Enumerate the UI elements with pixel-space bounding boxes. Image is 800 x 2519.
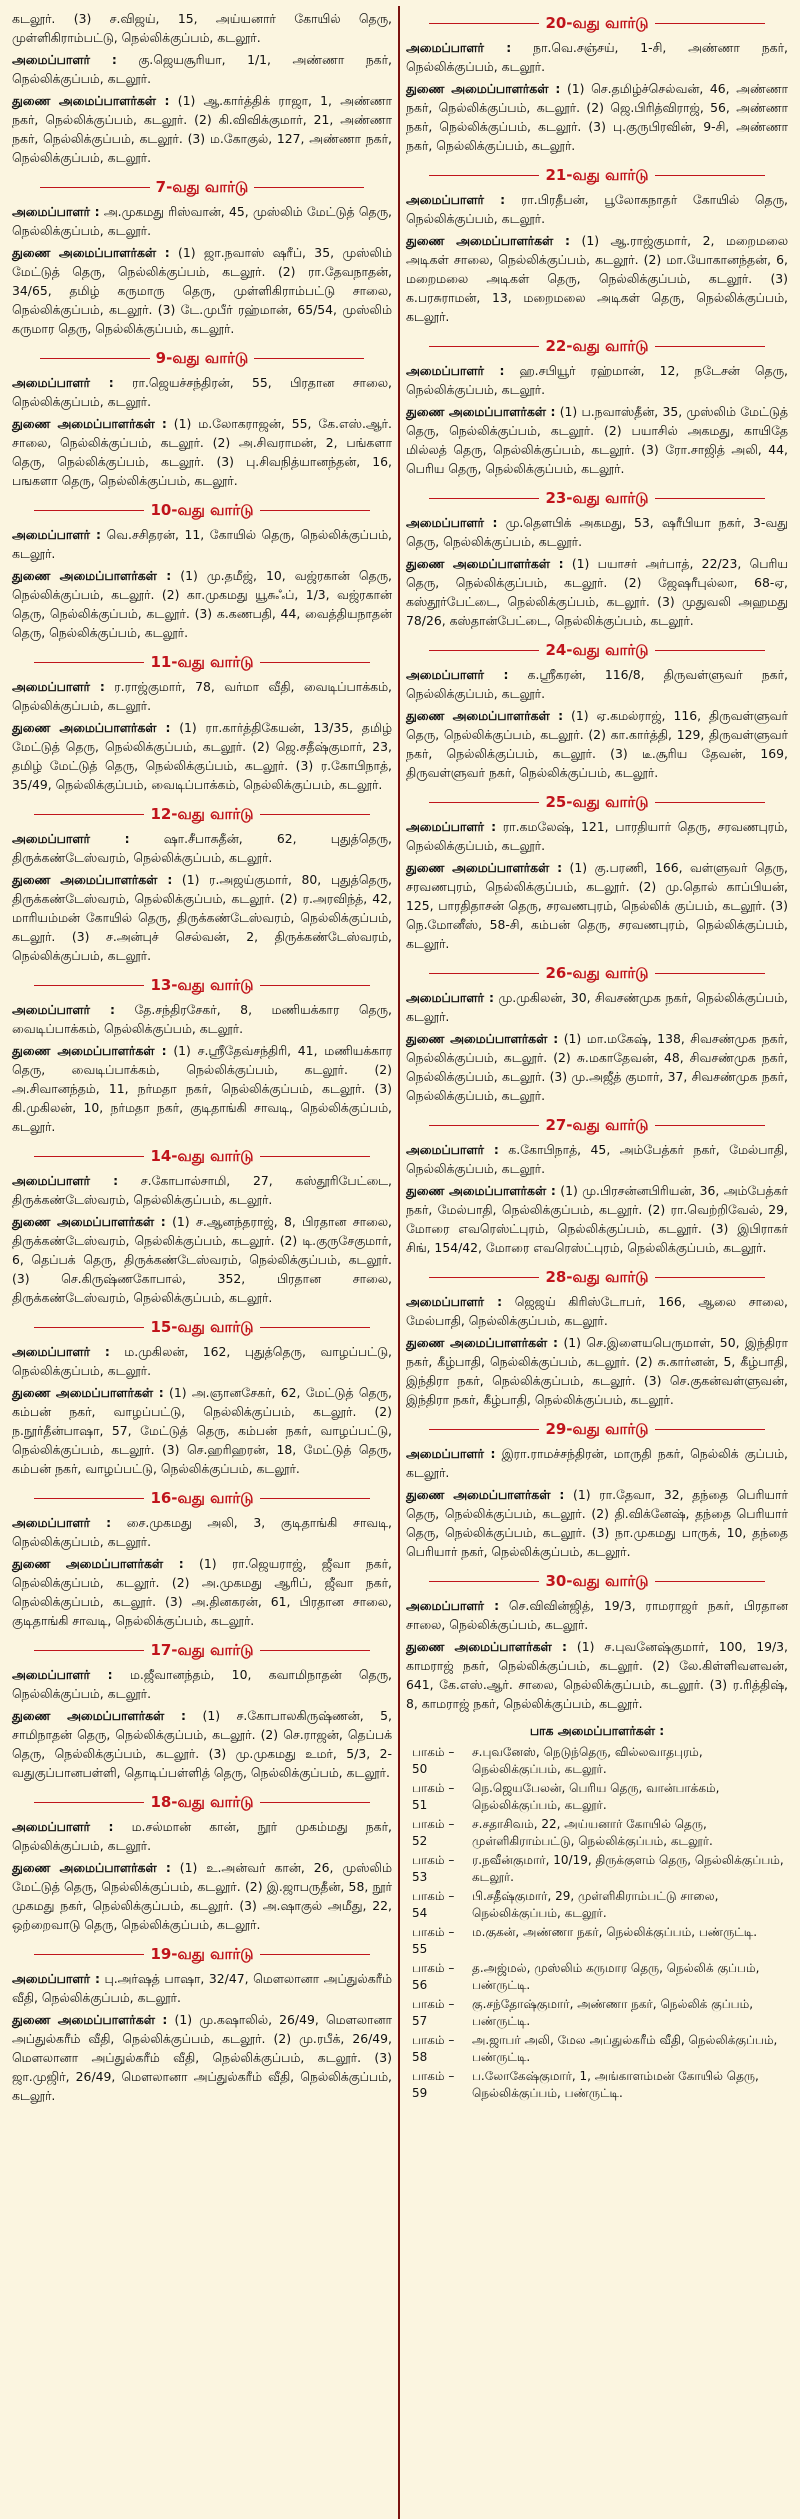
ward-heading xyxy=(406,1260,788,1289)
ward-heading xyxy=(12,1481,392,1510)
organizer-details: (1) மு.கஷாலில், 26/49, மௌலானா அப்துல்கரீம் வீதி, நெல்லிக்குப்பம், கடலூர். (2) மு.ரபீக், 26/49, மௌலானா அப்துல்கரீம் வீதி, நெல்லிக்குப்பம், கடலூர். (3) ஜா.முஜிர், 26/49, மௌலானா அப்துல்கரீம் வீதி, நெல்லிக்குப்பம், கடலூர். xyxy=(12,2012,392,2103)
role-label: அமைப்பாளர் : xyxy=(12,1002,115,1017)
organizer-entry xyxy=(406,1596,788,1634)
organizer-details: (1) மா.மகேஷ், 138, சிவசண்முக நகர், நெல்லிக்குப்பம், கடலூர். (2) சு.மகாதேவன், 48, சிவசண்முக நகர், நெல்லிக்குப்பம், கடலூர். (3) மு.அஜீத் குமார், 37, சிவசண்முக நகர், நெல்லிக்குப்பம், கடலூர். xyxy=(406,1031,788,1103)
booth-row xyxy=(406,1744,788,1778)
ward-title: 15-வது வார்டு xyxy=(150,1318,254,1336)
organizer-entry xyxy=(12,525,392,563)
role-label: துணை அமைப்பாளர்கள் : xyxy=(406,1639,567,1654)
role-label: துணை அமைப்பாளர்கள் : xyxy=(406,1487,565,1502)
role-label: துணை அமைப்பாளர்கள் : xyxy=(12,93,170,108)
organizer-entry xyxy=(12,373,392,411)
organizer-details: சை.முகமது அலி, 3, குடிதாங்கி சாவடி, நெல்லிக்குப்பம், கடலூர். xyxy=(12,1515,392,1549)
organizer-entry xyxy=(12,566,392,642)
heading-rule xyxy=(429,973,539,974)
organizer-entry xyxy=(12,1858,392,1934)
organizer-details: (1) ஆ.ராஜ்குமார், 2, மறைமலை அடிகள் சாலை, நெல்லிக்குப்பம், கடலூர். (2) மா.யோகானந்தன், 6, மறைமலை அடிகள் தெரு, நெல்லிக்குப்பம், கடலூர். (3) க.பரசுராமன், 13, மறைமலை அடிகள் தெரு, நெல்லிக்குப்பம், கடலூர். xyxy=(406,233,788,324)
heading-rule xyxy=(260,1802,370,1803)
ward-title: 26-வது வார்டு xyxy=(545,964,649,982)
booth-row xyxy=(406,2032,788,2066)
ward-title: 25-வது வார்டு xyxy=(545,793,649,811)
heading-rule xyxy=(34,814,144,815)
booth-organizer: ச.புவனேஸ், நெடுந்தெரு, வில்லவாதபுரம், நெல்லிக்குப்பம், கடலூர். xyxy=(472,1745,703,1776)
ward-heading xyxy=(12,493,392,522)
heading-rule xyxy=(655,1277,765,1278)
organizer-entry xyxy=(406,554,788,630)
ward-title: 27-வது வார்டு xyxy=(545,1116,649,1134)
role-label: துணை அமைப்பாளர்கள் : xyxy=(12,2012,168,2027)
booth-organizer: நெ.ஜெயபேலன், பெரிய தெரு, வான்பாக்கம், நெல்லிக்குப்பம், கடலூர். xyxy=(472,1781,720,1812)
ward-heading xyxy=(406,1412,788,1441)
booth-number: பாகம் – 56 xyxy=(412,1961,455,1992)
ward-title: 21-வது வார்டு xyxy=(545,166,649,184)
heading-rule xyxy=(260,1498,370,1499)
heading-rule xyxy=(429,23,539,24)
organizer-entry xyxy=(406,1292,788,1330)
organizer-details: பு.அர்ஷத் பாஷா, 32/47, மௌலானா அப்துல்கரீம் வீதி, நெல்லிக்குப்பம், கடலூர். xyxy=(12,1971,392,2005)
heading-rule xyxy=(655,650,765,651)
organizer-entry xyxy=(406,190,788,228)
heading-rule xyxy=(34,1498,144,1499)
booth-row xyxy=(406,1816,788,1850)
heading-rule xyxy=(40,358,150,359)
ward-heading xyxy=(12,170,392,199)
role-label: அமைப்பாளர் : xyxy=(406,1142,499,1157)
organizer-entry xyxy=(12,414,392,490)
role-label: அமைப்பாளர் : xyxy=(12,831,130,846)
organizer-details: (1) செ.தமிழ்ச்செல்வன், 46, அண்ணா நகர், நெல்லிக்குப்பம், கடலூர். (2) ஜெ.பிரித்விராஜ், 56, அண்ணா நகர், நெல்லிக்குப்பம், கடலூர். (3) பு.குருபிரவின், 9-சி, அண்ணா நகர், நெல்லிக்குப்பம், கடலூர். xyxy=(406,81,788,153)
heading-rule xyxy=(34,1954,144,1955)
organizer-details: க.கோபிநாத், 45, அம்பேத்கர் நகர், மேல்பாதி, நெல்லிக்குப்பம், கடலூர். xyxy=(406,1142,788,1176)
organizer-details: க.ஸ்ரீகரன், 116/8, திருவள்ளுவர் நகர், நெல்லிக்குப்பம், கடலூர். xyxy=(406,667,788,701)
heading-rule xyxy=(655,1581,765,1582)
booth-organizer: ப.லோகேஷ்குமார், 1, அங்காளம்மன் கோயில் தெரு, நெல்லிக்குப்பம், பண்ருட்டி. xyxy=(472,2069,759,2100)
ward-title: 19-வது வார்டு xyxy=(150,1945,254,1963)
heading-rule xyxy=(429,175,539,176)
ward-heading xyxy=(12,341,392,370)
organizer-entry xyxy=(12,243,392,338)
booth-number: பாகம் – 57 xyxy=(412,1997,455,2028)
ward-heading xyxy=(12,645,392,674)
heading-rule xyxy=(254,187,364,188)
organizer-details: (1) ச.கோபாலகிருஷ்ணன், 5, சாமிநாதன் தெரு, நெல்லிக்குப்பம், கடலூர். (2) செ.ராஜன், தெப்பக் தெரு, நெல்லிக்குப்பம், கடலூர். (3) மு.முகமது உமர், 5/3, 2-வதுகுப்பானபள்ளி, தொடிப்பள்ளித் தெரு, நெல்லிக்குப்பம், கடலூர். xyxy=(12,1708,392,1780)
role-label: துணை அமைப்பாளர்கள் : xyxy=(12,1708,187,1723)
ward-heading xyxy=(12,968,392,997)
ward-title: 13-வது வார்டு xyxy=(150,976,254,994)
heading-rule xyxy=(260,662,370,663)
organizer-details: நா.வெ.சஞ்சய், 1-சி, அண்ணா நகர், நெல்லிக்குப்பம், கடலூர். xyxy=(406,40,788,74)
role-label: துணை அமைப்பாளர்கள் : xyxy=(406,1335,558,1350)
organizer-details: (1) ஜா.நவாஸ் ஷரீப், 35, முஸ்லிம் மேட்டுத் தெரு, நெல்லிக்குப்பம், கடலூர். (2) ரா.தேவநாதன், 34/65, தமிழ் கருமாரு தெரு, முள்ளிகிராம்பட்டு சாலை, நெல்லிக்குப்பம், கடலூர். (3) டே.முபீர் ரஹ்மான், 65/54, முஸ்லிம் கருமார தெரு, நெல்லிக்குப்பம், கடலூர். xyxy=(12,245,392,336)
ward-heading xyxy=(406,158,788,187)
role-label: அமைப்பாளர் : xyxy=(406,363,505,378)
ward-title: 14-வது வார்டு xyxy=(150,1147,254,1165)
organizer-entry xyxy=(12,1000,392,1038)
ward-heading xyxy=(12,1310,392,1339)
booth-organizer: அ.ஜாபர் அலி, மேல அப்துல்கரீம் வீதி, நெல்லிக்குப்பம், பண்ருட்டி. xyxy=(472,2033,778,2064)
role-label: அமைப்பாளர் : xyxy=(12,1344,110,1359)
organizer-entry xyxy=(406,1637,788,1713)
organizer-details: ரா.பிரதீபன், பூலோகநாதர் கோயில் தெரு, நெல்லிக்குப்பம், கடலூர். xyxy=(406,192,788,226)
heading-rule xyxy=(655,1429,765,1430)
organizer-details: (1) ரா.ஜெயராஜ், ஜீவா நகர், நெல்லிக்குப்பம், கடலூர். (2) அ.முகமது ஆரிப், ஜீவா நகர், நெல்லிக்குப்பம், கடலூர். (3) அ.தினகரன், 61, பிரதான சாலை, குடிதாங்கி சாவடி, நெல்லிக்குப்பம், கடலூர். xyxy=(12,1556,392,1628)
role-label: துணை அமைப்பாளர்கள் : xyxy=(12,1556,184,1571)
organizer-entry xyxy=(406,513,788,551)
organizer-entry xyxy=(12,202,392,240)
ward-heading xyxy=(406,6,788,35)
heading-rule xyxy=(429,1429,539,1430)
role-label: துணை அமைப்பாளர்கள் : xyxy=(12,1214,166,1229)
organizer-entry xyxy=(406,79,788,155)
organizer-details: (1) ஏ.கமல்ராஜ், 116, திருவள்ளுவர் தெரு, நெல்லிக்குப்பம், கடலூர். (2) கா.கார்த்தி, 129, திருவள்ளுவர் நகர், நெல்லிக்குப்பம், கடலூர். (3) டீ.சூரிய தேவன், 169, திருவள்ளுவர் நகர், நெல்லிக்குப்பம், கடலூர். xyxy=(406,708,788,780)
booth-number: பாகம் – 53 xyxy=(412,1853,455,1884)
ward-title: 20-வது வார்டு xyxy=(545,14,649,32)
organizer-details: (1) அ.ஞானசேகர், 62, மேட்டுத் தெரு, கம்பன் நகர், வாழப்பட்டு, நெல்லிக்குப்பம், கடலூர். (2) ந.நூர்தீன்பாஷா, 57, மேட்டுத் தெரு, கம்பன் நகர், வாழப்பட்டு, நெல்லிக்குப்பம், கடலூர். (3) செ.ஹரிஹரன், 18, மேட்டுத் தெரு, கம்பன் நகர், வாழப்பட்டு, நெல்லிக்குப்பம், கடலூர். xyxy=(12,1385,392,1476)
booth-number: பாகம் – 54 xyxy=(412,1889,455,1920)
heading-rule xyxy=(34,1156,144,1157)
organizer-details: ம.சல்மான் கான், நூர் முகம்மது நகர், நெல்லிக்குப்பம், கடலூர். xyxy=(12,1819,392,1853)
organizer-details: கு.ஜெயசூரியா, 1/1, அண்ணா நகர், நெல்லிக்குப்பம், கடலூர். xyxy=(12,52,392,86)
booth-number: பாகம் – 58 xyxy=(412,2033,455,2064)
organizer-entry xyxy=(406,1444,788,1482)
booth-row xyxy=(406,1996,788,2030)
booth-organizer: த.அஜ்மல், முஸ்லிம் கருமார தெரு, நெல்லிக் குப்பம், பண்ருட்டி. xyxy=(472,1961,760,1992)
organizer-details: (1) செ.இளையபெருமாள், 50, இந்திரா நகர், கீழ்பாதி, நெல்லிக்குப்பம், கடலூர். (2) சு.கார்னன், 5, கீழ்பாதி, இந்திரா நகர், நெல்லிக்குப்பம், கடலூர். (3) செ.குகன்வள்ளுவன், இந்திரா நகர், கீழ்பாதி, நெல்லிக்குப்பம், கடலூர். xyxy=(406,1335,788,1407)
organizer-entry xyxy=(406,361,788,399)
ward-title: 24-வது வார்டு xyxy=(545,641,649,659)
role-label: அமைப்பாளர் : xyxy=(406,990,494,1005)
ward-heading xyxy=(406,633,788,662)
role-label: துணை அமைப்பாளர்கள் : xyxy=(12,1043,167,1058)
organizer-details: இரா.ராமச்சந்திரன், மாருதி நகர், நெல்லிக் குப்பம், கடலூர். xyxy=(406,1446,788,1480)
heading-rule xyxy=(260,1650,370,1651)
role-label: அமைப்பாளர் : xyxy=(406,667,509,682)
ward-title: 7-வது வார்டு xyxy=(155,178,249,196)
heading-rule xyxy=(655,1125,765,1126)
organizer-entry xyxy=(12,1969,392,2007)
heading-rule xyxy=(655,498,765,499)
organizer-details: தே.சந்திரசேகர், 8, மணியக்கார தெரு, வைடிப்பாக்கம், நெல்லிக்குப்பம், கடலூர். xyxy=(12,1002,392,1036)
booth-row xyxy=(406,1888,788,1922)
organizer-entry xyxy=(12,718,392,794)
role-label: அமைப்பாளர் : xyxy=(406,40,512,55)
organizer-details: ஜெஜய் கிரிஸ்டோபர், 166, ஆலை சாலை, மேல்பாதி, நெல்லிக்குப்பம், கடலூர். xyxy=(406,1294,788,1328)
organizer-entry xyxy=(406,1029,788,1105)
role-label: அமைப்பாளர் : xyxy=(12,1971,100,1986)
role-label: அமைப்பாளர் : xyxy=(406,515,498,530)
role-label: அமைப்பாளர் : xyxy=(12,1667,113,1682)
heading-rule xyxy=(260,1327,370,1328)
role-label: துணை அமைப்பாளர்கள் : xyxy=(406,1183,556,1198)
role-label: துணை அமைப்பாளர்கள் : xyxy=(12,1860,171,1875)
organizer-entry xyxy=(406,1333,788,1409)
heading-rule xyxy=(260,1954,370,1955)
ward-title: 22-வது வார்டு xyxy=(545,337,649,355)
booth-number: பாகம் – 50 xyxy=(412,1745,455,1776)
ward-title: 17-வது வார்டு xyxy=(150,1641,254,1659)
organizer-entry xyxy=(12,677,392,715)
organizer-details: (1) ச.ஸ்ரீதேவ்சந்திரி, 41, மணியக்கார தெரு, வைடிப்பாக்கம், நெல்லிக்குப்பம், கடலூர். (2) அ.சிவானந்தம், 11, நர்மதா நகர், நெல்லிக்குப்பம், கடலூர். (3) கி.முகிலன், 10, நர்மதா நகர், குடிதாங்கி சாவடி, நெல்லிக்குப்பம், கடலூர். xyxy=(12,1043,392,1134)
booth-number: பாகம் – 52 xyxy=(412,1817,455,1848)
ward-heading xyxy=(406,1108,788,1137)
booth-organizer: பி.சதீஷ்குமார், 29, முள்ளிகிராம்பட்டு சாலை, நெல்லிக்குப்பம், கடலூர். xyxy=(472,1889,719,1920)
organizer-entry xyxy=(406,858,788,953)
booth-section-title: பாக அமைப்பாளர்கள் : xyxy=(529,1723,665,1738)
organizer-details: (1) ரா.தேவா, 32, தந்தை பெரியார் தெரு, நெல்லிக்குப்பம், கடலூர். (2) தி.விக்னேஷ், தந்தை பெரியார் தெரு, நெல்லிக்குப்பம், கடலூர். (3) நா.முகமது பாருக், 10, தந்தை பெரியார் நகர், நெல்லிக்குப்பம், கடலூர். xyxy=(406,1487,788,1559)
organizer-details: அ.முகமது ரிஸ்வான், 45, முஸ்லிம் மேட்டுத் தெரு, நெல்லிக்குப்பம், கடலூர். xyxy=(12,204,392,238)
heading-rule xyxy=(429,802,539,803)
heading-rule xyxy=(260,814,370,815)
organizer-details: (1) ம.லோகராஜன், 55, கே.எஸ்.ஆர். சாலை, நெல்லிக்குப்பம், கடலூர். (2) அ.சிவராமன், 2, பங்களா தெரு, நெல்லிக்குப்பம், கடலூர். (3) பு.சிவநித்யானந்தன், 16, பஙகளா தெரு, நெல்லிக்குப்பம், கடலூர். xyxy=(12,416,392,488)
ward-heading xyxy=(406,785,788,814)
role-label: அமைப்பாளர் : xyxy=(12,1173,119,1188)
organizer-entry xyxy=(406,38,788,76)
organizer-details: ச.கோபால்சாமி, 27, கஸ்தூரிபேட்டை, திருக்கண்டேஸ்வரம், நெல்லிக்குப்பம், கடலூர். xyxy=(12,1173,392,1207)
role-label: அமைப்பாளர் : xyxy=(12,679,105,694)
organizer-details: ஷா.சீபாசுதீன், 62, புதுத்தெரு, திருக்கண்டேஸ்வரம், நெல்லிக்குப்பம், கடலூர். xyxy=(12,831,392,865)
organizer-details: (1) மு.பிரசன்னபிரியன், 36, அம்பேத்கர் நகர், மேல்பாதி, நெல்லிக்குப்பம், கடலூர். (2) ரா.வெற்றிவேல், 29, மோரை எவரெஸ்ட்புரம், நெல்லிக்குப்பம், கடலூர். (3) இபிராகர் சிங், 154/42, மோரை எவரெஸ்ட்புரம், நெல்லிக்குப்பம், கடலூர். xyxy=(406,1183,788,1255)
organizer-entry xyxy=(12,1171,392,1209)
booth-number: பாகம் – 59 xyxy=(412,2069,455,2100)
organizer-entry xyxy=(12,829,392,867)
heading-rule xyxy=(429,1277,539,1278)
organizer-details: ம.ஜீவானந்தம், 10, கவாமிநாதன் தெரு, நெல்லிக்குப்பம், கடலூர். xyxy=(12,1667,392,1701)
role-label: அமைப்பாளர் : xyxy=(406,192,506,207)
role-label: அமைப்பாளர் : xyxy=(12,204,100,219)
role-label: அமைப்பாளர் : xyxy=(12,375,114,390)
organizer-details: (1) கு.பரணி, 166, வள்ளுவர் தெரு, சரவணபுரம், நெல்லிக்குப்பம், கடலூர். (2) மு.தொல் காப்பியன், 125, பாரதிதாசன் தெரு, சரவணபுரம், நெல்லிக் குப்பம், கடலூர். (3) நெ.மோனீஸ், 58-சி, கம்பன் தெரு, சரவணபுரம், நெல்லிக்குப்பம், கடலூர். xyxy=(406,860,788,951)
ward-title: 28-வது வார்டு xyxy=(545,1268,649,1286)
role-label: அமைப்பாளர் : xyxy=(12,52,117,67)
organizer-details: ரா.ஜெயச்சந்திரன், 55, பிரதான சாலை, நெல்லிக்குப்பம், கடலூர். xyxy=(12,375,392,409)
role-label: துணை அமைப்பாளர்கள் : xyxy=(12,1385,164,1400)
organizer-details: (1) ரா.கார்த்திகேயன், 13/35, தமிழ் மேட்டுத் தெரு, நெல்லிக்குப்பம், கடலூர். (2) ஜெ.சதீஷ்குமார், 23, தமிழ் மேட்டுத் தெரு, நெல்லிக்குப்பம், கடலூர். (3) ர.கோபிநாத், 35/49, நெல்லிக்குப்பம், வைடிப்பாக்கம், நெல்லிக்குப்பம், கடலூர். xyxy=(12,720,392,792)
ward-title: 11-வது வார்டு xyxy=(150,653,254,671)
ward-title: 30-வது வார்டு xyxy=(545,1572,649,1590)
ward-heading xyxy=(12,1633,392,1662)
heading-rule xyxy=(34,1650,144,1651)
heading-rule xyxy=(655,346,765,347)
organizer-details: மு.முகிலன், 30, சிவசண்முக நகர், நெல்லிக்குப்பம், கடலூர். xyxy=(406,990,788,1024)
booth-row xyxy=(406,1960,788,1994)
organizer-entry xyxy=(12,1554,392,1630)
organizer-entry xyxy=(12,2010,392,2105)
organizer-details: ஹ.சபியூர் ரஹ்மான், 12, நடேசன் தெரு, நெல்லிக்குப்பம், கடலூர். xyxy=(406,363,788,397)
heading-rule xyxy=(40,187,150,188)
role-label: துணை அமைப்பாளர்கள் : xyxy=(406,556,564,571)
organizer-entry xyxy=(12,1817,392,1855)
organizer-details: மு.தௌபிக் அகமது, 53, ஷரீபியா நகர், 3-வது தெரு, நெல்லிக்குப்பம், கடலூர். xyxy=(406,515,788,549)
heading-rule xyxy=(655,973,765,974)
ward-title: 12-வது வார்டு xyxy=(150,805,254,823)
heading-rule xyxy=(260,510,370,511)
ward-heading xyxy=(12,1785,392,1814)
organizer-details: (1) ப.நவாஸ்தீன், 35, முஸ்லிம் மேட்டுத் தெரு, நெல்லிக்குப்பம், கடலூர். (2) பயாசில் அகமது, காயிதே மில்லத் தெரு, நெல்லிக்குப்பம், கடலூர். (3) ரோ.சாஜித் அலி, 44, பெரிய தெரு, நெல்லிக்குப்பம், கடலூர். xyxy=(406,404,788,476)
role-label: அமைப்பாளர் : xyxy=(406,1446,496,1461)
role-label: துணை அமைப்பாளர்கள் : xyxy=(12,720,171,735)
heading-rule xyxy=(655,802,765,803)
role-label: துணை அமைப்பாளர்கள் : xyxy=(406,708,564,723)
heading-rule xyxy=(34,510,144,511)
role-label: அமைப்பாளர் : xyxy=(406,819,497,834)
heading-rule xyxy=(429,1581,539,1582)
role-label: துணை அமைப்பாளர்கள் : xyxy=(12,568,172,583)
organizer-details: (1) உ.அன்வர் கான், 26, முஸ்லிம் மேட்டுத் தெரு, நெல்லிக்குப்பம், கடலூர். (2) இ.ஜாபருதீன், 58, நூர் முகமது நகர், நெல்லிக்குப்பம், கடலூர். (3) அ.ஷாகுல் அமீது, 22, ஒற்றைவாடு தெரு, நெல்லிக்குப்பம், கடலூர். xyxy=(12,1860,392,1932)
organizer-entry xyxy=(406,1181,788,1257)
ward-title: 18-வது வார்டு xyxy=(150,1793,254,1811)
role-label: துணை அமைப்பாளர்கள் : xyxy=(406,860,563,875)
heading-rule xyxy=(655,23,765,24)
booth-organizer: ச.சதாசிவம், 22, அய்யனார் கோயில் தெரு, முள்ளிகிராம்பட்டு, நெல்லிக்குப்பம், கடலூர். xyxy=(472,1817,713,1848)
organizer-details: (1) ச.ஆனந்தராஜ், 8, பிரதான சாலை, திருக்கண்டேஸ்வரம், நெல்லிக்குப்பம், கடலூர். (2) டி.குருசேகுமார், 6, தெப்பக் தெரு, திருக்கண்டேஸ்வரம், நெல்லிக்குப்பம், கடலூர். (3) செ.கிருஷ்ணகோபால், 352, பிரதான சாலை, திருக்கண்டேஸ்வரம், நெல்லிக்குப்பம், கடலூர். xyxy=(12,1214,392,1305)
organizer-details: ர.ராஜ்குமார், 78, வர்மா வீதி, வைடிப்பாக்கம், நெல்லிக்குப்பம், கடலூர். xyxy=(12,679,392,713)
organizer-entry xyxy=(406,988,788,1026)
right-column xyxy=(400,6,794,2519)
organizer-entry xyxy=(406,665,788,703)
role-label: அமைப்பாளர் : xyxy=(12,1819,114,1834)
booth-row xyxy=(406,2068,788,2102)
role-label: துணை அமைப்பாளர்கள் : xyxy=(406,233,571,248)
role-label: துணை அமைப்பாளர்கள் : xyxy=(12,872,173,887)
heading-rule xyxy=(655,175,765,176)
heading-rule xyxy=(429,650,539,651)
organizer-entry xyxy=(12,870,392,965)
organizer-details: செ.விவின்ஜித், 19/3, ராமராஜர் நகர், பிரதான சாலை, நெல்லிக்குப்பம், கடலூர். xyxy=(406,1598,788,1632)
booth-organizer: ர.நவீன்குமார், 10/19, திருக்குளம் தெரு, நெல்லிக்குப்பம், கடலூர். xyxy=(472,1853,784,1884)
ward-heading xyxy=(12,1139,392,1168)
ward-heading xyxy=(12,797,392,826)
organizer-entry xyxy=(406,1140,788,1178)
role-label: துணை அமைப்பாளர்கள் : xyxy=(12,245,170,260)
organizer-entry xyxy=(12,50,392,88)
organizer-details: (1) ஆ.கார்த்திக் ராஜா, 1, அண்ணா நகர், நெல்லிக்குப்பம், கடலூர். (2) கி.விவிக்குமார், 21, அண்ணா நகர், நெல்லிக்குப்பம், கடலூர். (3) ம.கோகுல், 127, அண்ணா நகர், நெல்லிக்குப்பம், கடலூர். xyxy=(12,93,392,165)
heading-rule xyxy=(260,985,370,986)
role-label: துணை அமைப்பாளர்கள் : xyxy=(12,416,167,431)
booth-row xyxy=(406,1924,788,1958)
role-label: துணை அமைப்பாளர்கள் : xyxy=(406,81,561,96)
heading-rule xyxy=(429,498,539,499)
organizer-entry xyxy=(12,1513,392,1551)
heading-rule xyxy=(254,358,364,359)
role-label: துணை அமைப்பாளர்கள் : xyxy=(406,404,556,419)
booth-number: பாகம் – 51 xyxy=(412,1781,455,1812)
organizer-entry xyxy=(12,91,392,167)
organizer-details: (1) பயாசர் அர்பாத், 22/23, பெரிய தெரு, நெல்லிக்குப்பம், கடலூர். (2) ஜேஷரீபுல்லா, 68-ஏ, கஸ்தூர்பேட்டை, நெல்லிக்குப்பம், கடலூர். (3) முதுவலி அஹமது 78/26, கஸ்தான்பேட்டை, நெல்லிக்குப்பம், கடலூர். xyxy=(406,556,788,628)
role-label: அமைப்பாளர் : xyxy=(12,527,101,542)
ward-title: 16-வது வார்டு xyxy=(150,1489,254,1507)
heading-rule xyxy=(34,1327,144,1328)
organizer-entry xyxy=(12,1342,392,1380)
booth-organizer: கு.சந்தோஷ்குமார், அண்ணா நகர், நெல்லிக் குப்பம், பண்ருட்டி. xyxy=(472,1997,754,2028)
role-label: அமைப்பாளர் : xyxy=(406,1598,500,1613)
organizer-entry xyxy=(12,1665,392,1703)
booth-number: பாகம் – 55 xyxy=(412,1925,455,1956)
heading-rule xyxy=(429,1125,539,1126)
heading-rule xyxy=(34,1802,144,1803)
heading-rule xyxy=(34,662,144,663)
ward-heading xyxy=(406,481,788,510)
organizer-entry xyxy=(406,402,788,478)
booth-row xyxy=(406,1780,788,1814)
organizer-details: ரா.கமலேஷ், 121, பாரதியார் தெரு, சரவணபுரம், நெல்லிக்குப்பம், கடலூர். xyxy=(406,819,788,853)
organizer-entry xyxy=(406,706,788,782)
heading-rule xyxy=(34,985,144,986)
organizer-entry xyxy=(406,231,788,326)
ward-heading xyxy=(406,329,788,358)
ward-heading xyxy=(406,956,788,985)
heading-rule xyxy=(260,1156,370,1157)
organizer-entry xyxy=(12,1212,392,1307)
organizer-details: ம.முகிலன், 162, புதுத்தெரு, வாழப்பட்டு, நெல்லிக்குப்பம், கடலூர். xyxy=(12,1344,392,1378)
organizer-details: வெ.சசிதரன், 11, கோயில் தெரு, நெல்லிக்குப்பம், கடலூர். xyxy=(12,527,392,561)
organizer-entry xyxy=(406,1485,788,1561)
role-label: அமைப்பாளர் : xyxy=(406,1294,503,1309)
booth-organizer: ம.குகன், அண்ணா நகர், நெல்லிக்குப்பம், பண்ருட்டி. xyxy=(472,1925,758,1939)
organizer-details: (1) ர.அஜய்குமார், 80, புதுத்தெரு, திருக்கண்டேஸ்வரம், நெல்லிக்குப்பம், கடலூர். (2) ர.அரவிந்த், 42, மாரியம்மன் கோயில் தெரு, திருக்கண்டேஸ்வரம், நெல்லிக்குப்பம், கடலூர். (3) ச.அன்புச் செல்வன், 2, திருக்கண்டேஸ்வரம், நெல்லிக்குப்பம், கடலூர். xyxy=(12,872,392,963)
organizer-details: (1) மு.தமீஜ், 10, வஜ்ரகான் தெரு, நெல்லிக்குப்பம், கடலூர். (2) கா.முகமது யூசுஃப், 1/3, வஜ்ரகான் தெரு, நெல்லிக்குப்பம், கடலூர். (3) க.கணபதி, 44, வைத்தியநாதன் தெரு, நெல்லிக்குப்பம், கடலூர். xyxy=(12,568,392,640)
ward-title: 9-வது வார்டு xyxy=(155,349,249,367)
heading-rule xyxy=(429,346,539,347)
organizer-details: (1) ச.புவனேஷ்குமார், 100, 19/3, காமராஜ் நகர், நெல்லிக்குப்பம், கடலூர். (2) லே.கிள்ளிவளவன், 641, கே.எஸ்.ஆர். சாலை, நெல்லிக்குப்பம், கடலூர். (3) ர.ரித்திஷ், 8, காமராஜ் நகர், நெல்லிக்குப்பம், கடலூர். xyxy=(406,1639,788,1711)
organizer-entry xyxy=(12,1383,392,1478)
ward-heading xyxy=(12,1937,392,1966)
ward-heading xyxy=(406,1564,788,1593)
body-paragraph: கடலூர். (3) ச.விஜய், 15, அய்யனார் கோயில் தெரு, முள்ளிகிராம்பட்டு, நெல்லிக்குப்பம், கடலூர். xyxy=(12,11,392,45)
ward-title: 29-வது வார்டு xyxy=(545,1420,649,1438)
left-column xyxy=(6,6,400,2519)
ward-title: 10-வது வார்டு xyxy=(150,501,254,519)
role-label: அமைப்பாளர் : xyxy=(12,1515,112,1530)
organizer-entry xyxy=(12,1706,392,1782)
ward-title: 23-வது வார்டு xyxy=(545,489,649,507)
role-label: துணை அமைப்பாளர்கள் : xyxy=(406,1031,559,1046)
organizer-entry xyxy=(406,817,788,855)
booth-row xyxy=(406,1852,788,1886)
organizer-entry xyxy=(12,1041,392,1136)
